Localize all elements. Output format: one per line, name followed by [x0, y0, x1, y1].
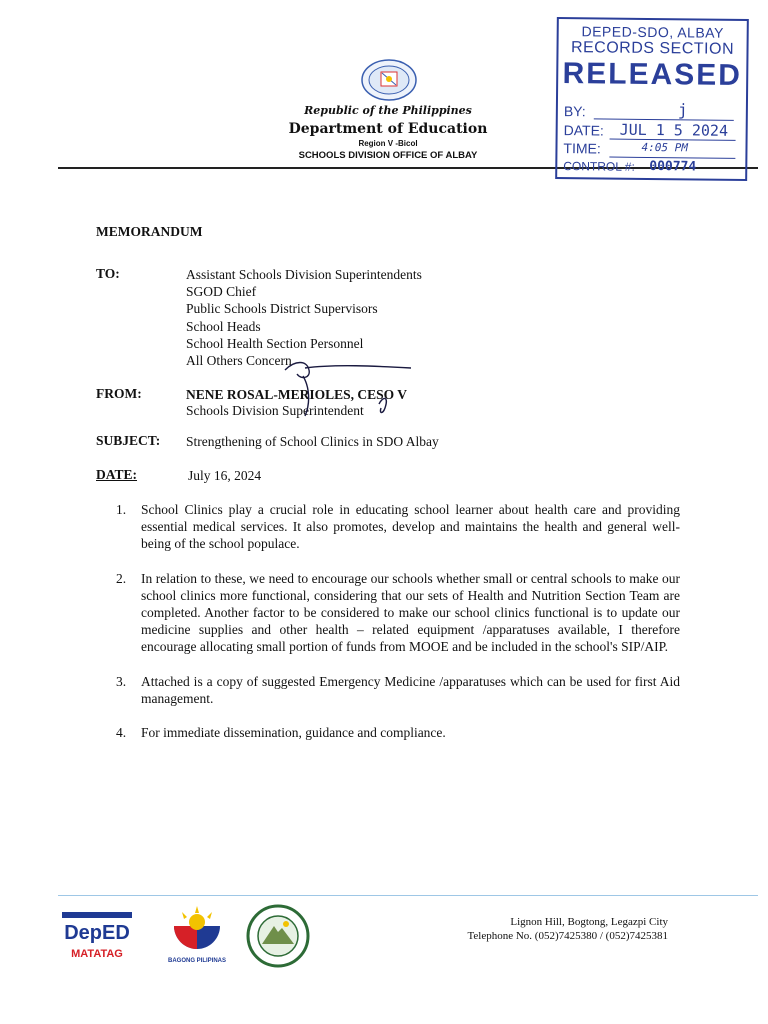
- recipient-line: All Others Concern: [186, 353, 292, 369]
- item-number: 4.: [116, 725, 127, 741]
- region-header: Region V -Bicol: [358, 139, 418, 148]
- bagong-pilipinas-logo: [158, 904, 236, 968]
- stamp-control-label: CONTROL #:: [563, 159, 635, 174]
- matatag-text: MATATAG: [71, 948, 123, 960]
- item-text: Attached is a copy of suggested Emergency Medicine /apparatuses which can be used for first Aid management.: [141, 673, 680, 706]
- stamp-by-label: BY:: [563, 103, 586, 120]
- recipient-line: School Health Section Personnel: [186, 335, 364, 351]
- signature-mark: [275, 350, 415, 420]
- date-label: DATE:: [96, 467, 138, 482]
- stamp-status: RELEASED: [562, 57, 743, 92]
- stamp-office: DEPED-SDO, ALBAY: [581, 23, 724, 41]
- republic-header: Republic of the Philippines: [304, 104, 472, 117]
- item-number: 3.: [116, 673, 127, 689]
- stamp-date-label: DATE:: [563, 122, 604, 139]
- stamp-by-value: j: [677, 100, 688, 120]
- memo-item: [116, 501, 680, 553]
- subject-text: Strengthening of School Clinics in SDO Albay: [186, 434, 439, 449]
- sdo-albay-seal-icon: [246, 904, 310, 968]
- from-name: NENE ROSAL-MERIOLES, CESO V: [186, 387, 408, 402]
- item-number: 1.: [116, 502, 127, 517]
- item-text: For immediate dissemination, guidance and compliance.: [141, 725, 446, 741]
- logo-top-bar: [62, 912, 132, 918]
- recipient-line: SGOD Chief: [186, 284, 257, 300]
- item-text: School Clinics play a crucial role in educating school learner about health care and providing essential medical services. It also promotes, develop and maintains the health and general well-being of the school populace.: [141, 502, 680, 552]
- item-number: 2.: [116, 570, 127, 586]
- subject-label: SUBJECT:: [96, 433, 161, 448]
- date-text: July 16, 2024: [188, 468, 262, 483]
- stamp-time-value: 4:05 PM: [641, 140, 688, 155]
- bagong-pilipinas-emblem-icon: [168, 904, 226, 954]
- stamp-date-value: JUL 1 5 2024: [619, 120, 729, 140]
- item-text: In relation to these, we need to encourage our schools whether small or central schools to make our school clinics more functional, considering that our sets of Health and Nutrition Section Team are completed. Another factor to be considered to make our school clinics functional is to update our medicine supplies and other health – related equipment /apparatuses available, I therefore encourage allocating small portion of funds from MOOE and be included in the school's SIP/AIP.: [141, 570, 680, 655]
- deped-matatag-logo: [62, 912, 132, 974]
- stamp-section: RECORDS SECTION: [570, 39, 735, 58]
- memo-items: [116, 501, 680, 758]
- memo-item: [116, 570, 680, 656]
- footer-divider: [58, 895, 758, 896]
- deped-logo-text: DepED: [64, 922, 130, 944]
- stamp-control-value: 000774: [649, 158, 697, 175]
- recipient-line: Assistant Schools Division Superintendents: [186, 267, 422, 282]
- department-header: Department of Education: [288, 121, 488, 137]
- from-label: FROM:: [96, 386, 142, 401]
- footer-telephone: Telephone No. (052)7425380 / (052)7425381: [467, 930, 668, 942]
- memo-title: MEMORANDUM: [96, 224, 203, 239]
- recipient-line: School Heads: [186, 318, 261, 334]
- records-released-stamp: [555, 17, 749, 181]
- to-label: TO:: [96, 266, 120, 281]
- from-title: Schools Division Superintendent: [186, 403, 364, 418]
- footer-address: Lignon Hill, Bogtong, Legazpi City: [510, 916, 668, 928]
- bagong-text: BAGONG PILIPINAS: [167, 958, 226, 964]
- stamp-time-label: TIME:: [563, 140, 601, 157]
- deped-seal-icon: [360, 58, 418, 102]
- memo-item: [116, 673, 680, 707]
- memo-item: [116, 724, 680, 741]
- recipient-line: Public Schools District Supervisors: [186, 301, 378, 317]
- office-header: SCHOOLS DIVISION OFFICE OF ALBAY: [298, 150, 478, 161]
